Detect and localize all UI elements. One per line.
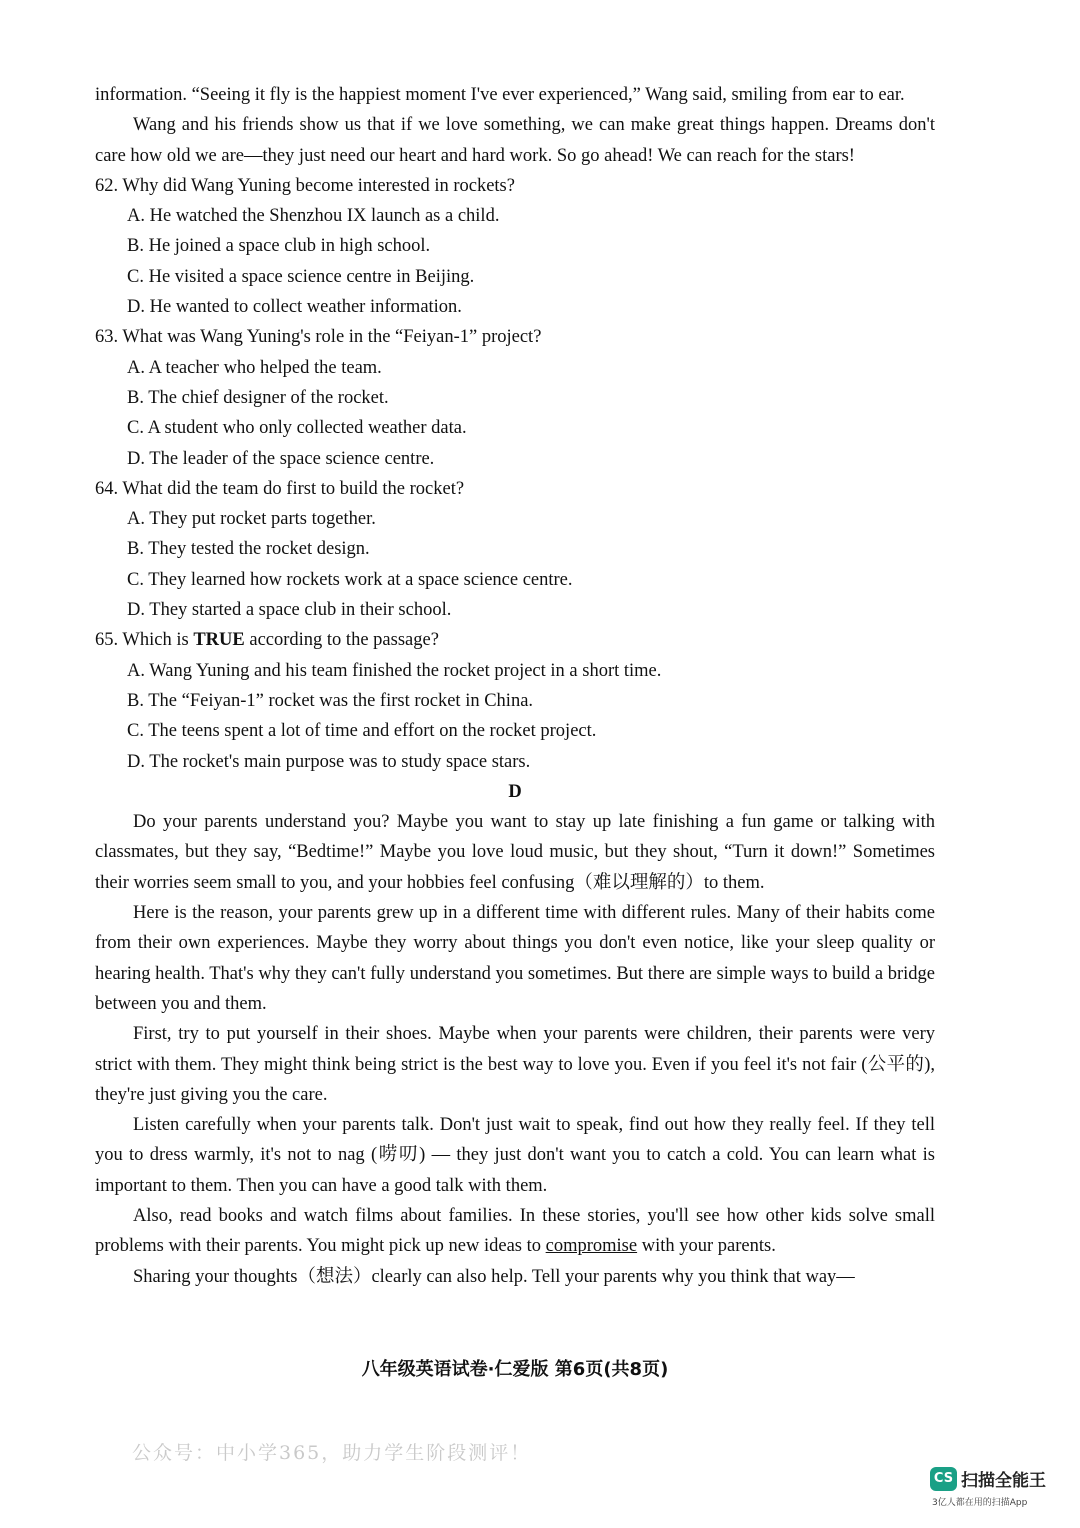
option-c: C. A student who only collected weather data. <box>127 418 467 439</box>
option-b: B. The “Feiyan-1” rocket was the first rocket in China. <box>127 690 534 711</box>
paragraph-text: with your parents. <box>637 1236 776 1257</box>
section-heading: D <box>508 781 522 802</box>
page-footer: 八年级英语试卷·仁爱版 第6页(共8页) <box>361 1359 669 1380</box>
option-a: A. A teacher who helped the team. <box>127 357 382 378</box>
option-b: B. He joined a space club in high school. <box>127 236 431 257</box>
stem-suffix: according to the passage? <box>244 630 439 651</box>
option-a: A. They put rocket parts together. <box>127 509 376 530</box>
paragraph-text: Also, read books and watch films about families. In these stories, you'll see how other kids solve small problems with their parents. You might pick up new ideas to <box>95 1205 935 1257</box>
option-d: D. They started a space club in their school. <box>127 600 452 621</box>
page-content <box>95 80 935 1292</box>
option-a: A. Wang Yuning and his team finished the rocket project in a short time. <box>127 660 662 681</box>
brand-row <box>930 1466 1070 1491</box>
underlined-word: compromise <box>545 1236 638 1257</box>
question-65 <box>95 625 935 776</box>
question-stem: 63. What was Wang Yuning's role in the “Feiyan-1” project? <box>95 327 542 348</box>
question-stem: 64. What did the team do first to build the rocket? <box>95 478 465 499</box>
question-64 <box>95 474 935 625</box>
passage-d-paragraph-6: Sharing your thoughts（想法）clearly can also help. Tell your parents why you think that way— <box>133 1266 855 1287</box>
option-c: C. He visited a space science centre in Beijing. <box>127 266 475 287</box>
brand-name: 扫描全能王 <box>961 1471 1046 1491</box>
camscanner-logo-icon: CS <box>930 1467 957 1491</box>
passage-d-paragraph-2: Here is the reason, your parents grew up in a different time with different rules. Many of their habits come from their own experiences. Maybe they worry about things you don't even notice, like your sleep quality or hearing health. That's why they can't fully understand you sometimes. But there are simple ways to build a bridge between you and them. <box>95 903 935 1014</box>
passage-d-paragraph-4: Listen carefully when your parents talk. Don't just wait to speak, find out how they really feel. If they tell you to dress warmly, it's not to nag (唠叨) — they just don't want you to catch a cold. You can learn what is important to them. Then you can have a good talk with them. <box>95 1115 935 1196</box>
stem-prefix: 65. Which is <box>95 630 194 651</box>
passage-d-paragraph-5 <box>95 1201 935 1262</box>
option-b: B. They tested the rocket design. <box>127 539 370 560</box>
question-63 <box>95 322 935 473</box>
option-c: C. They learned how rockets work at a space science centre. <box>127 569 573 590</box>
brand-tagline: 3亿人都在用的扫描App <box>932 1498 1028 1508</box>
question-stem: 62. Why did Wang Yuning become interested in rockets? <box>95 175 515 196</box>
scanner-brand <box>930 1466 1070 1508</box>
watermark-text: 公众号：中小学365，助力学生阶段测评！ <box>132 1442 532 1464</box>
passage-d-paragraph-1: Do your parents understand you? Maybe you want to stay up late finishing a fun game or talking with classmates, but they say, “Bedtime!” Maybe you love loud music, but they shout, “Turn it down!” Sometimes their worries seem small to you, and your hobbies feel confusing（难以理解的）to them. <box>95 812 935 893</box>
stem-emphasis: TRUE <box>193 630 245 651</box>
passage-c-ending-paragraph: information. “Seeing it fly is the happiest moment I've ever experienced,” Wang said, smiling from ear to ear. <box>95 85 905 105</box>
passage-d-paragraph-3: First, try to put yourself in their shoes. Maybe when your parents were children, their parents were very strict with them. They might think being strict is the best way to love you. Even if you feel it's not fair (公平的), they're just giving you the care. <box>95 1024 935 1105</box>
option-d: D. The leader of the space science centre. <box>127 448 435 469</box>
option-d: D. The rocket's main purpose was to study space stars. <box>127 751 531 772</box>
passage-c-conclusion-paragraph: Wang and his friends show us that if we love something, we can make great things happen. Dreams don't care how old we are—they just need our heart and hard work. So go ahead! We can reach for the stars! <box>95 115 935 166</box>
option-a: A. He watched the Shenzhou IX launch as a child. <box>127 206 500 227</box>
option-b: B. The chief designer of the rocket. <box>127 387 389 408</box>
question-62 <box>95 171 935 322</box>
question-stem <box>95 625 935 655</box>
option-d: D. He wanted to collect weather information. <box>127 297 462 318</box>
option-c: C. The teens spent a lot of time and effort on the rocket project. <box>127 721 597 742</box>
